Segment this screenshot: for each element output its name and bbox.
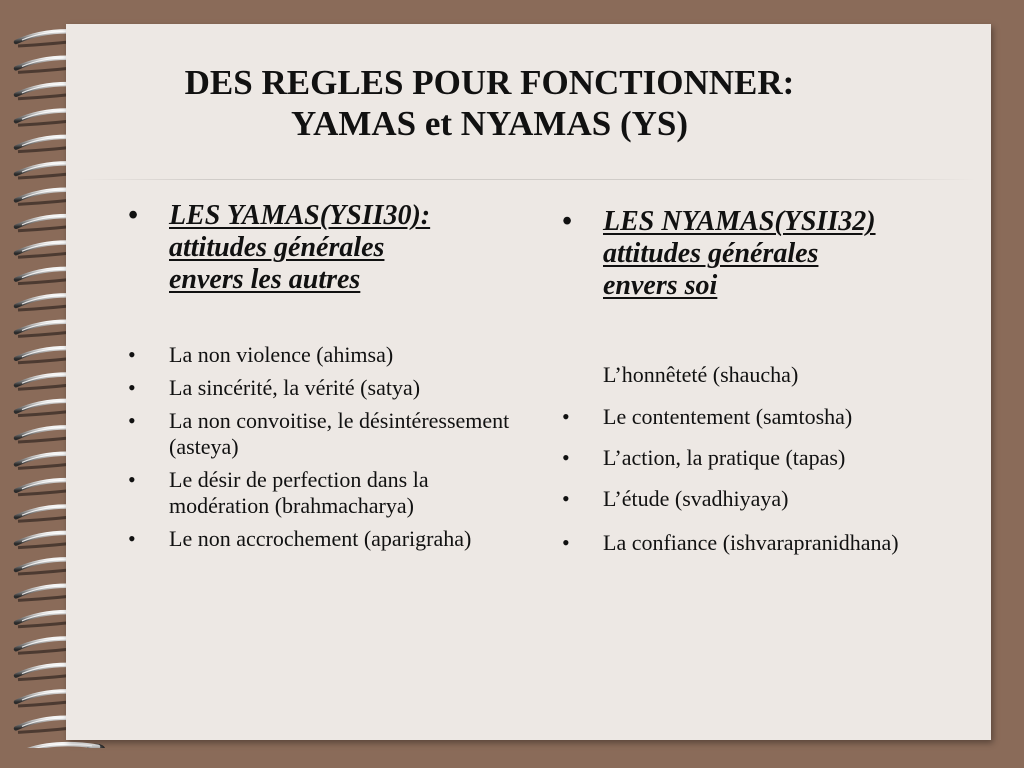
yamas-list	[128, 342, 528, 552]
bullet: •	[128, 375, 136, 400]
list-item-text: Le contentement (samtosha)	[603, 404, 853, 429]
bullet: •	[562, 206, 572, 237]
list-item	[128, 342, 528, 368]
list-item	[562, 445, 962, 471]
yamas-heading	[128, 200, 528, 296]
nyamas-list	[562, 362, 962, 559]
bullet: •	[128, 200, 138, 231]
title-divider	[76, 179, 976, 180]
bullet: •	[562, 404, 570, 429]
list-item	[562, 404, 962, 430]
list-item	[562, 527, 962, 559]
nyamas-heading-line-3: envers soi	[603, 270, 718, 301]
list-item	[128, 526, 528, 552]
slide-title	[82, 62, 897, 144]
list-item-text: La non violence (ahimsa)	[169, 342, 394, 367]
bullet: •	[562, 445, 570, 470]
bullet: •	[562, 486, 570, 511]
list-item-unbulleted: L’honnêteté (shaucha)	[603, 362, 799, 387]
bullet: •	[128, 408, 136, 433]
list-item	[562, 486, 962, 512]
nyamas-heading	[562, 206, 962, 302]
bullet: •	[128, 342, 136, 367]
list-item	[128, 375, 528, 401]
list-item	[128, 467, 528, 519]
list-item-text: L’étude (svadhiyaya)	[603, 486, 789, 511]
list-item-text: La non convoitise, le désintéressement (asteya)	[169, 408, 510, 459]
title-line-1: DES REGLES POUR FONCTIONNER:	[184, 63, 795, 102]
yamas-heading-line-2: attitudes générales	[169, 232, 385, 263]
nyamas-heading-line-1: LES NYAMAS(YSII32)	[603, 206, 876, 237]
yamas-column	[128, 200, 528, 559]
nyamas-column	[562, 206, 962, 566]
yamas-heading-line-3: envers les autres	[169, 264, 361, 295]
list-item-text: La sincérité, la vérité (satya)	[169, 375, 421, 400]
bullet: •	[128, 467, 136, 492]
title-line-2: YAMAS et NYAMAS (YS)	[291, 104, 688, 143]
list-item	[128, 408, 528, 460]
bullet: •	[128, 526, 136, 551]
yamas-heading-line-1: LES YAMAS(YSII30):	[169, 200, 431, 231]
list-item-text: Le désir de perfection dans la modération (brahmacharya)	[169, 467, 429, 518]
binding-ring	[16, 744, 105, 748]
list-item-text: Le non accrochement (aparigraha)	[169, 526, 472, 551]
nyamas-heading-line-2: attitudes générales	[603, 238, 819, 269]
list-item-text: La confiance (ishvarapranidhana)	[603, 530, 899, 555]
bullet: •	[562, 530, 570, 555]
list-item-text: L’action, la pratique (tapas)	[603, 445, 846, 470]
